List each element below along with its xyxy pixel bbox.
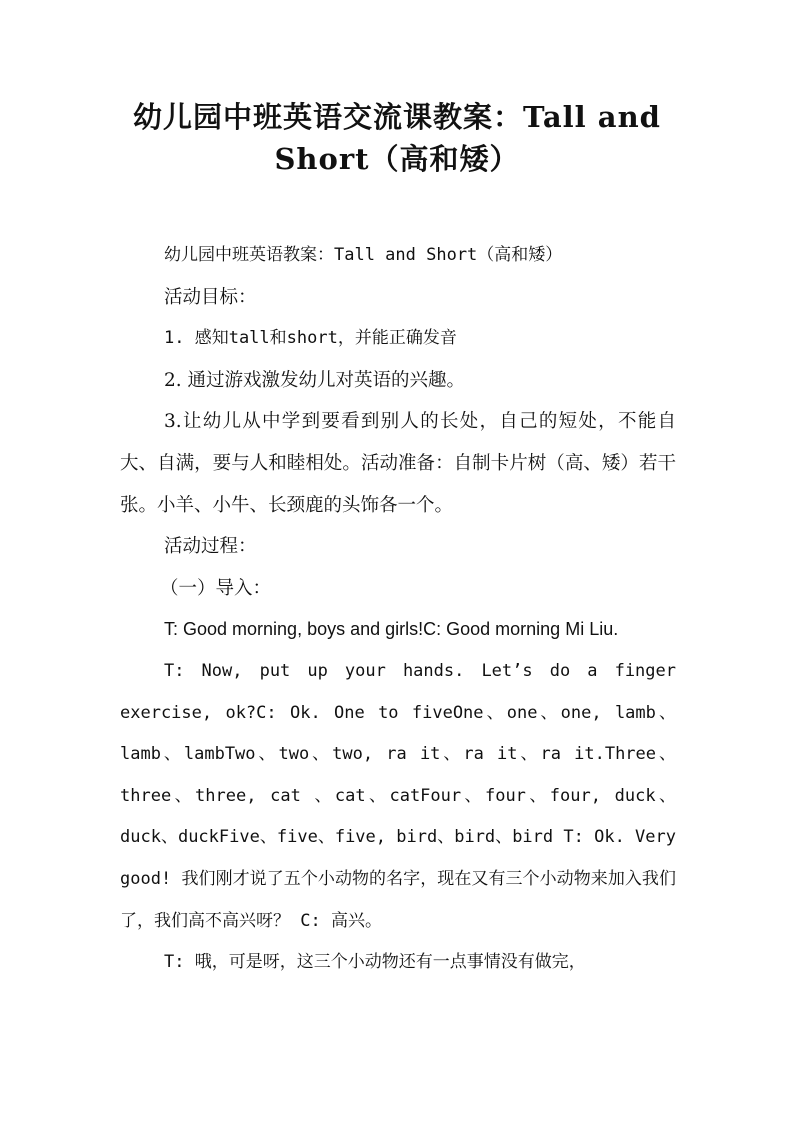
paragraph-goals-heading: 活动目标： (164, 286, 257, 308)
paragraph-goal-3: 3.让幼儿从中学到要看到别人的长处，自己的短处，不能自大、自满，要与人和睦相处。活动准备：自制卡片树（高、矮）若干张。小羊、小牛、长颈鹿的头饰各一个。 (120, 411, 676, 516)
paragraph-goal-2: 2. 通过游戏激发幼儿对英语的兴趣。 (164, 369, 466, 391)
paragraph-dialogue-2: T: Now, put up your hands. Let’s do a finger exercise, ok?C: Ok. One to fiveOne、one、one, lamb、lamb、lambTwo、two、two, ra it、ra it、ra it.Three、three、three, cat 、cat、catFour、four、four, duck、duck、duckFive、five、five, bird、bird、bird T: Ok. Very good! 我们刚才说了五个小动物的名字，现在又有三个小动物来加入我们了，我们高不高兴呀？ C: 高兴。 (120, 660, 676, 931)
title-line-2: Short（高和矮） (274, 142, 520, 176)
document-title (100, 96, 694, 180)
paragraph-dialogue-1: T: Good morning, boys and girls!C: Good morning Mi Liu. (164, 619, 619, 640)
paragraph-process-heading: 活动过程： (164, 536, 257, 558)
document-body (120, 235, 676, 984)
title-line-1: 幼儿园中班英语交流课教案：Tall and (133, 100, 661, 134)
paragraph-subtitle: 幼儿园中班英语教案：Tall and Short（高和矮） (164, 245, 563, 265)
paragraph-intro-heading: （一）导入： (160, 577, 272, 599)
paragraph-goal-1: 1. 感知tall和short，并能正确发音 (164, 328, 457, 349)
paragraph-dialogue-3: T: 哦，可是呀，这三个小动物还有一点事情没有做完， (164, 952, 586, 973)
